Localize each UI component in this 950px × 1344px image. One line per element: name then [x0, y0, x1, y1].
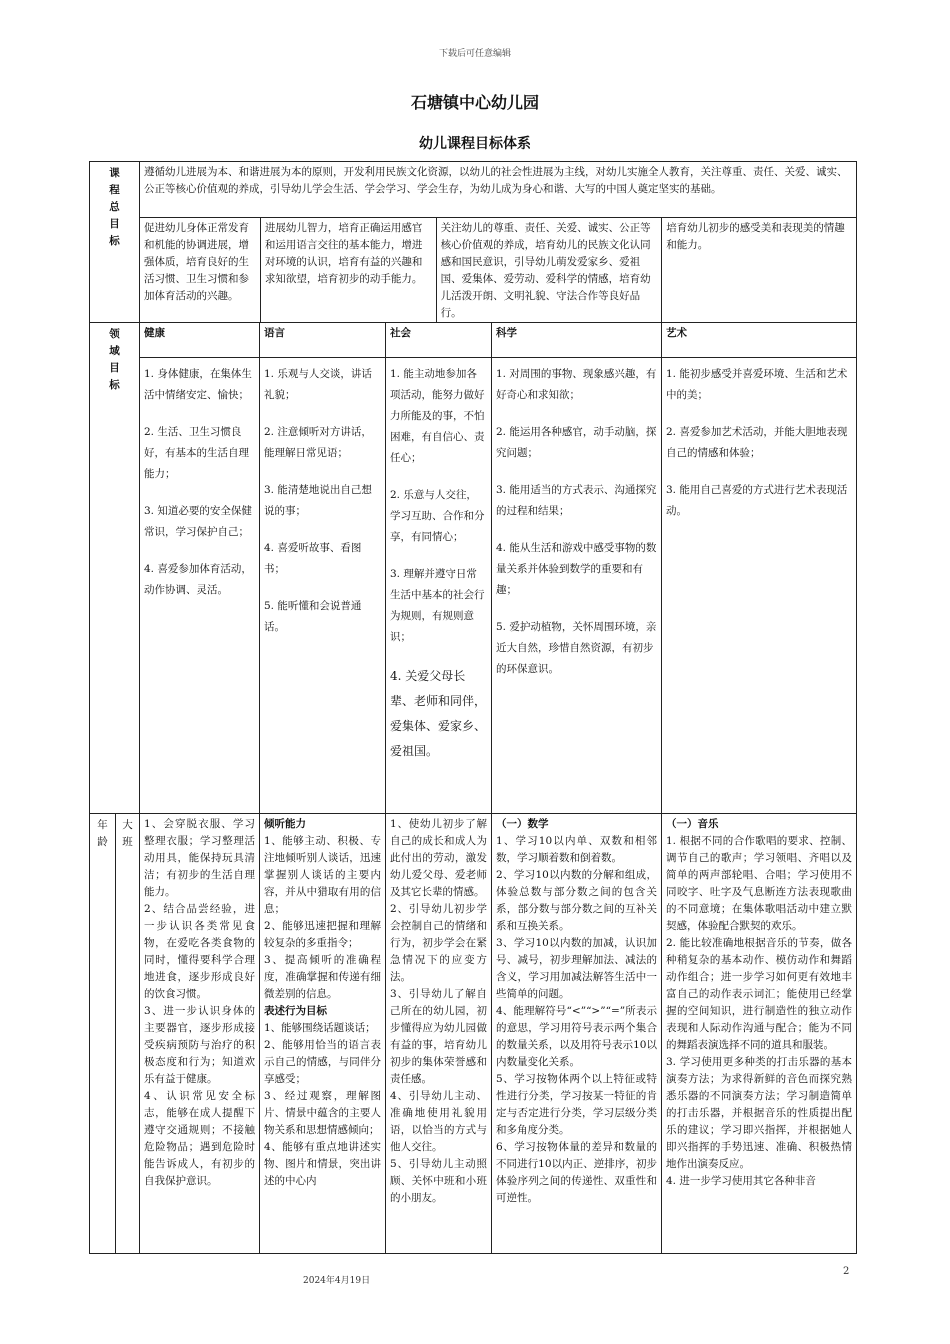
- overall-goal-social: 关注幼儿的尊重、责任、关爱、诚实、公正等核心价值观的养成，培育幼儿的民族文化认同感和国民意识，引导幼儿萌发爱家乡、爱祖国、爱集体、爱劳动、爱科学的情感，培育幼儿活泼开朗、文明礼貌、守法合作等良好品行。: [437, 218, 663, 322]
- header-note: 下载后可任意编辑: [438, 49, 511, 59]
- domain-goals-social: 1. 能主动地参加各项活动，能努力做好力所能及的事，不怕困难，有自信心、责任心； 2. 乐意与人交往，学习互助、合作和分享，有同情心； 3. 理解并遵守日常生活中基本的社会行为规则，有规则意识； 4. 关爱父母长辈、老师和同伴，爱集体、爱家乡、爱祖国。: [386, 358, 492, 814]
- page-number: 2: [843, 1266, 850, 1277]
- domain-goals-language: 1. 乐观与人交谈，讲话礼貌； 2. 注意倾听对方讲话，能理解日常见语； 3. 能清楚地说出自己想说的事； 4. 喜爱听故事、看图书； 5. 能听懂和会说普通话。: [260, 358, 386, 814]
- age-goal-label: 年 龄: [90, 814, 116, 1254]
- page-title: 石塘镇中心幼儿园: [410, 93, 539, 112]
- age-goals-science: （一）数学 1、学习10以内单、双数和相邻数，学习顺着数和倒着数。 2、学习10以内数的分解和组成，体验总数与部分数之间的包含关系，部分数与部分数之间的互补关系和互换关系。 3、学习10以内数的加减，认识加号、减号，初步理解加法、减法的含义，学习用加减法解答生活中一些简单的问题。 4、能理解符号“<”“>”“=”所表示的意思，学习用符号表示两个集合的数量关系，以及用符号表示10以内数量变化关系。 5、学习按物体两个以上特征或特性进行分类，学习按某一特征的肯定与否定进行分类，学习层级分类和多角度分类。 6、学习按物体量的差异和数量的不同进行10以内正、逆排序，初步体验序列之间的传递性、双重性和可逆性。: [492, 814, 662, 1254]
- age-goals-language: 倾听能力 1、能够主动、积极、专注地倾听别人谈话，迅速掌握别人谈话的主要内容，并从中猎取有用的信息； 2、能够迅速把握和理解较复杂的多重指令； 3、提高倾听的准确程度，准确掌握和传递有细微差别的信息。 表述行为目标 1、能够围绕话题谈话； 2、能够用恰当的语言表示自己的情感，与同伴分享感受； 3、经过观察，理解图片、情景中蕴含的主要人物关系和思想情感倾向； 4、能够有重点地讲述实物、图片和情景，突出讲述的中心内: [260, 814, 386, 1254]
- domain-goal-label: 领 域 目 标: [90, 323, 140, 814]
- overall-goal-intro: 遵循幼儿进展为本、和谐进展为本的原则，开发利用民族文化资源，以幼儿的社会性进展为主线，对幼儿实施全人教育，关注尊重、责任、关爱、诚实、公正等核心价值观的养成，引导幼儿学会生活、学会学习、学会生存，为幼儿成为身心和谐、大写的中国人奠定坚实的基础。: [140, 162, 857, 218]
- class-label-senior: 大 班: [116, 814, 140, 1254]
- age-goals-art: （一）音乐 1. 根据不同的合作歌唱的要求、控制、调节自己的歌声；学习领唱、齐唱以及简单的两声部轮唱、合唱；学习使用不同咬字、吐字及气息断连方法表现歌曲的不同意境；在集体歌唱活动中建立默契感，体验配合默契的欢乐。 2. 能比较准确地根据音乐的节奏，做各种稍复杂的基本动作、模仿动作和舞蹈动作组合；进一步学习如何更有效地丰富自己的动作表示词汇；能使用已经掌握的空间知识，进行制造性的独立动作表现和人际动作沟通与配合；能为不同的舞蹈表演选择不同的道具和服装。 3. 学习使用更多种类的打击乐器的基本演奏方法；为求得新鲜的音色而探究熟悉乐器的不同演奏方法；学习制造简单的打击乐器，并根据音乐的性质提出配乐的建议；学习即兴指挥，并根据她人即兴指挥的手势迅速、准确、积极热情地作出演奏反应。 4. 进一步学习使用其它各种非音: [662, 814, 857, 1254]
- domain-header-language: 语言: [260, 323, 386, 358]
- overall-goal-intellect: 进展幼儿智力，培育正确运用感官和运用语言交往的基本能力，增进对环境的认识，培育有益的兴趣和求知欲望，培育初步的动手能力。: [261, 218, 437, 322]
- age-goals-health: 1、会穿脱衣服、学习整理衣服；学习整理活动用具，能保持玩具清洁；有初步的生活自理能力。 2、结合品尝经验，进一步认识各类常见食物，在爱吃各类食物的同时，懂得要科学合理地进食，逐步形成良好的饮食习惯。 3、进一步认识身体的主要器官，逐步形成接受疾病预防与治疗的积极态度和行为；知道欢乐有益于健康。 4、认识常见安全标志，能够在成人提醒下遵守交通规则；不接触危险物品；遇到危险时能告诉成人，有初步的自我保护意识。: [140, 814, 260, 1254]
- domain-goal-social-4: 4. 关爱父母长辈、老师和同伴，爱集体、爱家乡、爱祖国。: [390, 669, 487, 758]
- domain-goals-science: 1. 对周围的事物、现象感兴趣，有好奇心和求知欲； 2. 能运用各种感官，动手动脑，探究问题； 3. 能用适当的方式表示、沟通探究的过程和结果； 4. 能从生活和游戏中感受事物的数量关系并体验到数学的重要和有趣； 5. 爱护动植物，关怀周围环境，亲近大自然，珍惜自然资源，有初步的环保意识。: [492, 358, 662, 814]
- overall-goal-row: [140, 218, 857, 323]
- domain-header-health: 健康: [140, 323, 260, 358]
- overall-goal-art: 培育幼儿初步的感受美和表现美的情趣和能力。: [666, 222, 845, 251]
- overall-goal-label: 课 程 总 目 标: [90, 162, 140, 323]
- domain-goals-art: 1. 能初步感受并喜爱环境、生活和艺术中的美； 2. 喜爱参加艺术活动，并能大胆地表现自己的情感和体验； 3. 能用自己喜爱的方式进行艺术表现活动。: [662, 358, 857, 814]
- footer-date: 2024年4月19日: [303, 1276, 371, 1286]
- domain-goals-health: 1. 身体健康，在集体生活中情绪安定、愉快； 2. 生活、卫生习惯良好，有基本的生活自理能力； 3. 知道必要的安全保健常识，学习保护自己； 4. 喜爱参加体育活动，动作协调、灵活。: [140, 358, 260, 814]
- curriculum-table: [89, 161, 857, 1254]
- page-subtitle: 幼儿课程目标体系: [419, 136, 531, 152]
- age-goals-social: 1、使幼儿初步了解自己的成长和成人为此付出的劳动，激发幼儿爱父母、爱老师及其它长辈的情感。 2、引导幼儿初步学会控制自己的情绪和行为，初步学会在紧急情况下的应变方法。 3、引导幼儿了解自己所在的幼儿园，初步懂得应为幼儿园做有益的事，培育幼儿初步的集体荣誉感和责任感。 4、引导幼儿主动、准确地使用礼貌用语，以恰当的方式与他人交往。 5、引导幼儿主动照顾、关怀中班和小班的小朋友。: [386, 814, 492, 1254]
- domain-header-social: 社会: [386, 323, 492, 358]
- overall-goal-health: 促进幼儿身体正常发育和机能的协调进展，增强体质，培育良好的生活习惯、卫生习惯和参加体育活动的兴趣。: [140, 218, 261, 322]
- domain-header-science: 科学: [492, 323, 662, 358]
- domain-header-art: 艺术: [662, 323, 857, 358]
